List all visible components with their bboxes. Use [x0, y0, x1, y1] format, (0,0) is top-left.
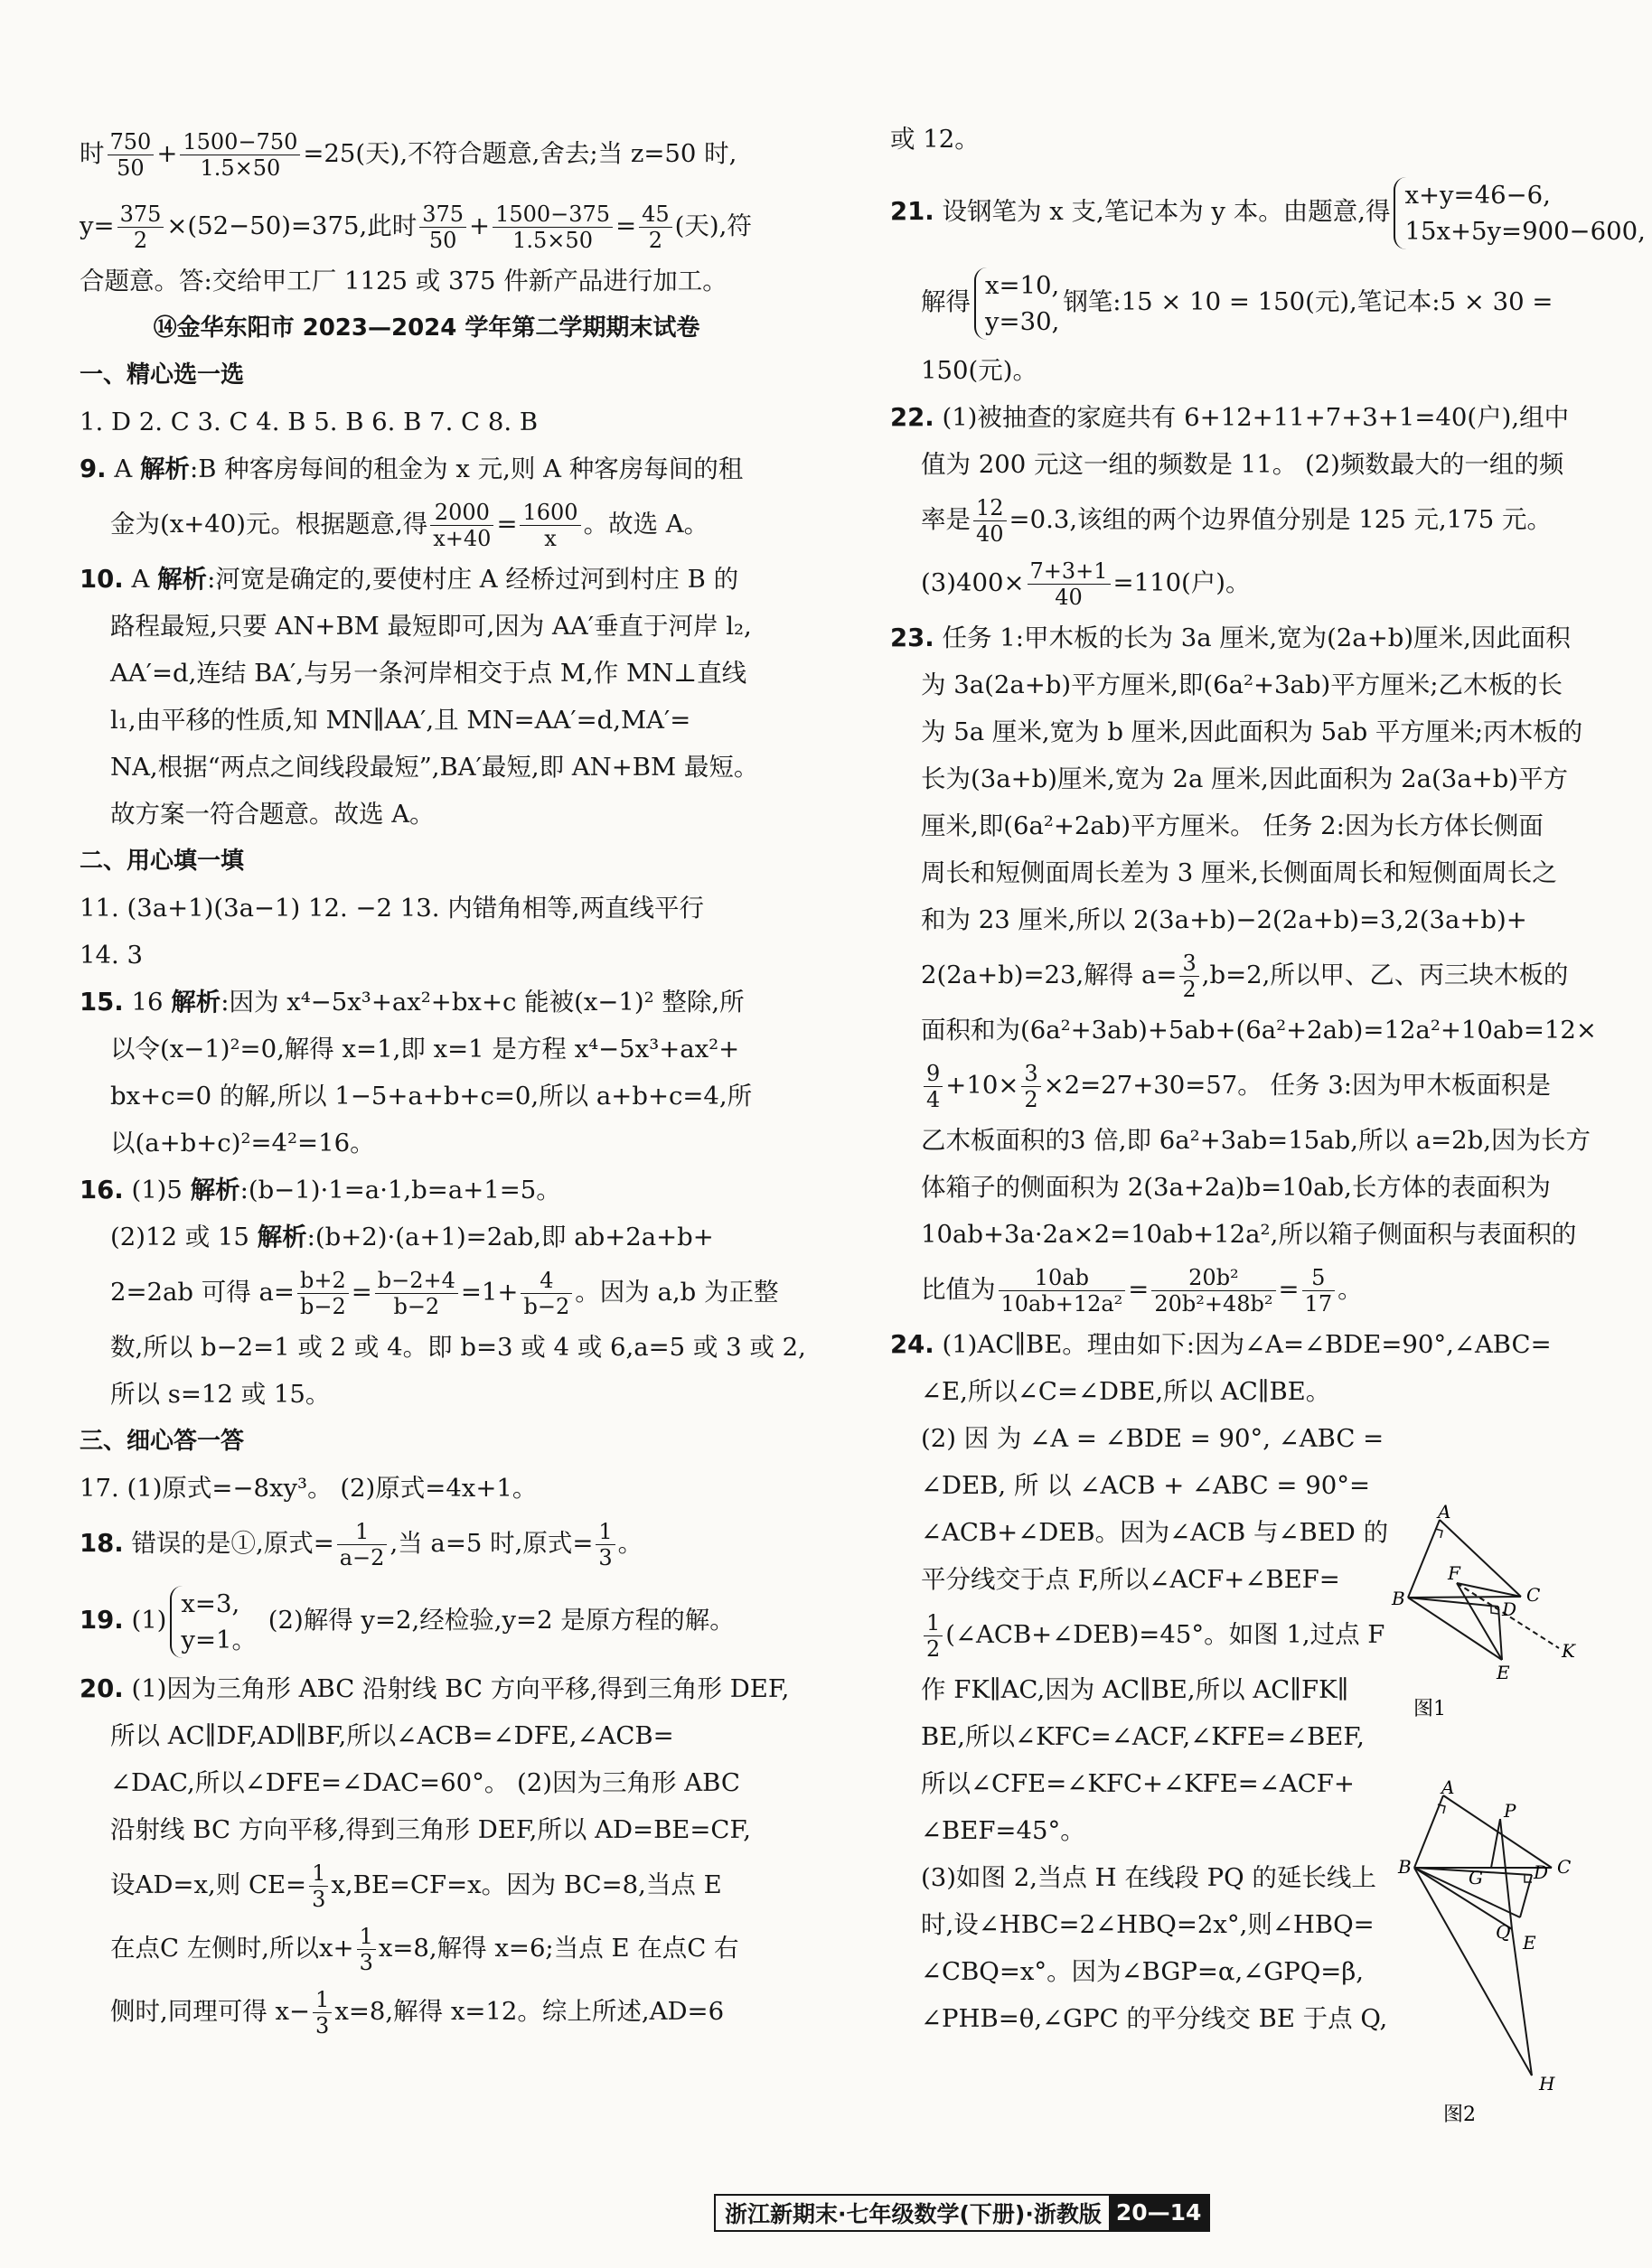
text-line: y= $\frac{375}{2}$ ×(52−50)=375,此时 $\frac{375}{50}$ + $\frac{1500-375}{1.5\times 50}$ = $\frac{45}{2}$ (天),符: [80, 201, 752, 253]
fig1-label-f: F: [1448, 1562, 1460, 1584]
fraction: $\frac{1}{3}$: [357, 1924, 376, 1975]
text-line: 时 $\frac{750}{50}$ + $\frac{1500-750}{1.5\times 50}$ =25(天),不符合题意,舍去;当 z=50 时,: [80, 129, 737, 181]
text-line: 以令(x−1)²=0,解得 x=1,即 x=1 是方程 x⁴−5x³+ax²+: [110, 1035, 740, 1064]
fig2-label-g: G: [1469, 1867, 1483, 1888]
fig2-label-q: Q: [1496, 1921, 1511, 1943]
fraction: $\frac{1600}{x}$: [520, 500, 580, 551]
fraction: $\frac{2000}{x+40}$: [430, 500, 493, 551]
text-line: ∠DEB, 所 以 ∠ACB + ∠ABC = 90°=: [921, 1471, 1370, 1500]
page-number: 20—14: [1109, 2196, 1209, 2230]
section-heading: 三、细心答一答: [80, 1428, 245, 1455]
answer-q17: 17. (1)原式=−8xy³。 (2)原式=4x+1。: [80, 1474, 538, 1503]
text-line: 长为(3a+b)厘米,宽为 2a 厘米,因此面积为 2a(3a+b)平方: [921, 764, 1568, 793]
answer-q10: 10. A 解析:河宽是确定的,要使村庄 A 经桥过河到村庄 B 的: [80, 565, 739, 594]
text-line: ∠DAC,所以∠DFE=∠DAC=60°。 (2)因为三角形 ABC: [110, 1768, 740, 1797]
text-line: (3)400× $\frac{7+3+1}{40}$ =110(户)。: [921, 558, 1251, 610]
equation-system: x=3, y=1。: [170, 1586, 257, 1658]
fraction: $\frac{3}{2}$: [1021, 1061, 1040, 1112]
text-line: 所以 AC∥DF,AD∥BF,所以∠ACB=∠DFE,∠ACB=: [110, 1721, 674, 1750]
text-line: 数,所以 b−2=1 或 2 或 4。即 b=3 或 4 或 6,a=5 或 3 或 2,: [110, 1333, 806, 1362]
text-line: 所以 s=12 或 15。: [110, 1380, 331, 1409]
fig2-label-d: D: [1534, 1861, 1549, 1883]
fraction: $\frac{1}{2}$: [924, 1610, 943, 1662]
text-line: AA′=d,连结 BA′,与另一条河岸相交于点 M,作 MN⊥直线: [110, 659, 747, 688]
text-line: 平分线交于点 F,所以∠ACF+∠BEF=: [921, 1565, 1340, 1594]
fig1-label-a: A: [1438, 1501, 1451, 1523]
fraction: $\frac{5}{17}$: [1302, 1265, 1336, 1317]
text-line: 所以∠CFE=∠KFC+∠KFE=∠ACF+: [921, 1769, 1355, 1798]
text-line: 率是 $\frac{12}{40}$ =0.3,该组的两个边界值分别是 125 元,175 元。: [921, 495, 1553, 547]
text-line: 设AD=x,则 CE= $\frac{1}{3}$ x,BE=CF=x。因为 BC=8,当点 E: [110, 1860, 722, 1912]
fraction: $\frac{1}{3}$: [596, 1519, 615, 1570]
text-line: 合题意。答:交给甲工厂 1125 或 375 件新产品进行加工。: [80, 267, 727, 295]
fig2-label-h: H: [1539, 2073, 1555, 2095]
text-line: 2(2a+b)=23,解得 a= $\frac{3}{2}$ ,b=2,所以甲、乙、丙三块木板的: [921, 951, 1569, 1002]
text-line: 以(a+b+c)²=4²=16。: [110, 1129, 375, 1157]
text-line: ∠ACB+∠DEB。因为∠ACB 与∠BED 的: [921, 1518, 1389, 1547]
text-line: NA,根据“两点之间线段最短”,BA′最短,即 AN+BM 最短。: [110, 753, 759, 782]
answer-q23: 23. 任务 1:甲木板的长为 3a 厘米,宽为(2a+b)厘米,因此面积: [890, 623, 1571, 652]
fig2-label-e: E: [1523, 1932, 1536, 1954]
fraction: $\frac{b-2+4}{b-2}$: [375, 1268, 458, 1319]
text-line: 沿射线 BC 方向平移,得到三角形 DEF,所以 AD=BE=CF,: [110, 1815, 751, 1844]
answer-q20: 20. (1)因为三角形 ABC 沿射线 BC 方向平移,得到三角形 DEF,: [80, 1674, 790, 1703]
fraction: $\frac{7+3+1}{40}$: [1028, 558, 1111, 610]
text-line: 解得 x=10, y=30, 钢笔:15 × 10 = 150(元),笔记本:5 × 30 =: [890, 257, 1577, 347]
fig1-label-c: C: [1526, 1584, 1541, 1606]
fraction: $\frac{375}{2}$: [117, 201, 164, 253]
text-line: ∠BEF=45°。: [921, 1816, 1085, 1845]
text-line: 故方案一符合题意。故选 A。: [110, 800, 435, 829]
text-line: $\frac{9}{4}$ +10× $\frac{3}{2}$ ×2=27+30=57。 任务 3:因为甲木板面积是: [890, 1054, 1577, 1117]
fraction: $\frac{375}{50}$: [419, 201, 466, 253]
fraction: $\frac{4}{b-2}$: [521, 1268, 572, 1319]
text-line: 150(元)。: [921, 356, 1037, 385]
text-line: ∠PHB=θ,∠GPC 的平分线交 BE 于点 Q,: [921, 2004, 1388, 2033]
fraction: $\frac{b+2}{b-2}$: [297, 1268, 349, 1319]
section-heading: 一、精心选一选: [80, 361, 245, 389]
fraction: $\frac{9}{4}$: [924, 1061, 943, 1112]
fig1-label-e: E: [1497, 1662, 1510, 1683]
fraction: $\frac{45}{2}$: [639, 201, 672, 253]
text-line: 作 FK∥AC,因为 AC∥BE,所以 AC∥FK∥: [921, 1675, 1349, 1704]
answer-q14: 14. 3: [80, 941, 143, 970]
text-line: 为 3a(2a+b)平方厘米,即(6a²+3ab)平方厘米;乙木板的长: [921, 670, 1563, 699]
footer-title: 浙江新期末·七年级数学(下册)·浙教版: [725, 2201, 1102, 2227]
text-line: $\frac{1}{2}$ (∠ACB+∠DEB)=45°。如图 1,过点 F: [890, 1603, 1577, 1666]
text-line: 路程最短,只要 AN+BM 最短即可,因为 AA′垂直于河岸 l₂,: [110, 612, 752, 641]
text-line: (2) 因 为 ∠A = ∠BDE = 90°, ∠ABC =: [921, 1424, 1384, 1453]
text-line: 或 12。: [890, 125, 980, 154]
text-line: ∠E,所以∠C=∠DBE,所以 AC∥BE。: [921, 1377, 1331, 1406]
figure-1: [1392, 1501, 1591, 1722]
fraction: $\frac{1500-750}{1.5\times 50}$: [180, 129, 300, 181]
answer-q21: 21. 设钢笔为 x 支,笔记本为 y 本。由题意,得 x+y=46−6, 15x+5y=900−600,: [890, 166, 1577, 257]
fig2-label-p: P: [1504, 1800, 1516, 1822]
fraction: $\frac{\text{20b²}}{\text{20b²+48b²}}$: [1151, 1265, 1275, 1317]
equation-system: x+y=46−6, 15x+5y=900−600,: [1394, 177, 1645, 249]
exam-title: ⑭金华东阳市 2023—2024 学年第二学期期末试卷: [153, 314, 700, 342]
text-line: 比值为 $\frac{10ab}{\text{10ab+12a²}}$ = $\frac{\text{20b²}}{\text{20b²+48b²}}$ = $\frac{5}{17}$ 。: [921, 1265, 1363, 1317]
fig1-label-k: K: [1562, 1640, 1575, 1662]
text-line: 体箱子的侧面积为 2(3a+2a)b=10ab,长方体的表面积为: [921, 1173, 1551, 1202]
text-line: 10ab+3a·2a×2=10ab+12a²,所以箱子侧面积与表面积的: [921, 1220, 1577, 1249]
text-line: 厘米,即(6a²+2ab)平方厘米。 任务 2:因为长方体长侧面: [921, 811, 1544, 840]
answer-q11-13: 11. (3a+1)(3a−1) 12. −2 13. 内错角相等,两直线平行: [80, 894, 704, 923]
fraction: $\frac{12}{40}$: [973, 495, 1007, 547]
answer-q18: 18. 错误的是①,原式= $\frac{1}{a-2}$ ,当 a=5 时,原式= $\frac{1}{3}$ 。: [80, 1519, 643, 1570]
fraction: $\frac{750}{50}$: [108, 129, 155, 181]
text-line: 和为 23 厘米,所以 2(3a+b)−2(2a+b)=3,2(3a+b)+: [921, 905, 1527, 934]
answer-q22: 22. (1)被抽查的家庭共有 6+12+11+7+3+1=40(户),组中: [890, 403, 1570, 432]
text-line: 在点C 左侧时,所以x+ $\frac{1}{3}$ x=8,解得 x=6;当点 E 在点C 右: [110, 1924, 739, 1975]
fig2-label-c: C: [1557, 1856, 1572, 1878]
text-line: 金为(x+40)元。根据题意,得 $\frac{2000}{x+40}$ = $\frac{1600}{x}$ 。故选 A。: [110, 500, 709, 551]
text-line: 为 5a 厘米,宽为 b 厘米,因此面积为 5ab 平方厘米;丙木板的: [921, 717, 1583, 746]
fraction: $\frac{1}{3}$: [313, 1987, 332, 2038]
fraction: $\frac{1}{3}$: [309, 1860, 328, 1912]
text-line: ∠CBQ=x°。因为∠BGP=α,∠GPQ=β,: [921, 1957, 1364, 1986]
answer-q19: 19. (1) x=3, y=1。 (2)解得 y=2,经检验,y=2 是原方程的解。: [80, 1575, 774, 1665]
text-line: 2=2ab 可得 a= $\frac{b+2}{b-2}$ = $\frac{b-2+4}{b-2}$ =1+ $\frac{4}{b-2}$ 。因为 a,b 为正整: [110, 1268, 779, 1319]
equation-system: x=10, y=30,: [974, 267, 1059, 340]
text-line: l₁,由平移的性质,知 MN∥AA′,且 MN=AA′=d,MA′=: [110, 706, 691, 735]
answer-q1-8: 1. D 2. C 3. C 4. B 5. B 6. B 7. C 8. B: [80, 408, 539, 436]
fraction: $\frac{1}{a-2}$: [337, 1519, 388, 1570]
text-line: BE,所以∠KFC=∠ACF,∠KFE=∠BEF,: [921, 1722, 1365, 1751]
fig1-caption: 图1: [1413, 1698, 1446, 1720]
text-line: 乙木板面积的3 倍,即 6a²+3ab=15ab,所以 a=2b,因为长方: [921, 1126, 1591, 1155]
figure-2: [1398, 1776, 1586, 2141]
fraction: $\frac{3}{2}$: [1179, 951, 1198, 1002]
answer-q9: 9. A 解析:B 种客房每间的租金为 x 元,则 A 种客房每间的租: [80, 455, 744, 483]
text-line: (3)如图 2,当点 H 在线段 PQ 的延长线上: [921, 1863, 1376, 1892]
answer-q16: 16. (1)5 解析:(b−1)·1=a·1,b=a+1=5。: [80, 1176, 561, 1204]
text-line: bx+c=0 的解,所以 1−5+a+b+c=0,所以 a+b+c=4,所: [110, 1082, 753, 1111]
fig2-caption: 图2: [1443, 2104, 1476, 2126]
text-line: 时,设∠HBC=2∠HBQ=2x°,则∠HBQ=: [921, 1910, 1375, 1939]
fraction: $\frac{10ab}{\text{10ab+12a²}}$: [999, 1265, 1126, 1317]
text-line: 周长和短侧面周长差为 3 厘米,长侧面周长和短侧面周长之: [921, 858, 1557, 887]
fig1-label-b: B: [1392, 1588, 1405, 1609]
right-column: [890, 0, 1646, 2042]
fig2-label-a: A: [1441, 1776, 1455, 1798]
answer-q24: 24. (1)AC∥BE。理由如下:因为∠A=∠BDE=90°,∠ABC=: [890, 1330, 1552, 1359]
text-line: (2)12 或 15 解析:(b+2)·(a+1)=2ab,即 ab+2a+b+: [110, 1223, 714, 1251]
fraction: $\frac{1500-375}{1.5\times 50}$: [493, 201, 613, 253]
section-heading: 二、用心填一填: [80, 848, 245, 875]
answer-q15: 15. 16 解析:因为 x⁴−5x³+ax²+bx+c 能被(x−1)² 整除,所: [80, 988, 745, 1017]
text-line: 面积和为(6a²+3ab)+5ab+(6a²+2ab)=12a²+10ab=12×: [921, 1016, 1597, 1045]
text-line: 值为 200 元这一组的频数是 11。 (2)频数最大的一组的频: [921, 450, 1564, 479]
text-line: 侧时,同理可得 x− $\frac{1}{3}$ x=8,解得 x=12。综上所述,AD=6: [110, 1987, 725, 2038]
left-column: [80, 0, 806, 2043]
fig2-label-b: B: [1398, 1856, 1412, 1878]
fig1-label-d: D: [1502, 1598, 1517, 1620]
page-footer: [714, 2194, 1210, 2232]
